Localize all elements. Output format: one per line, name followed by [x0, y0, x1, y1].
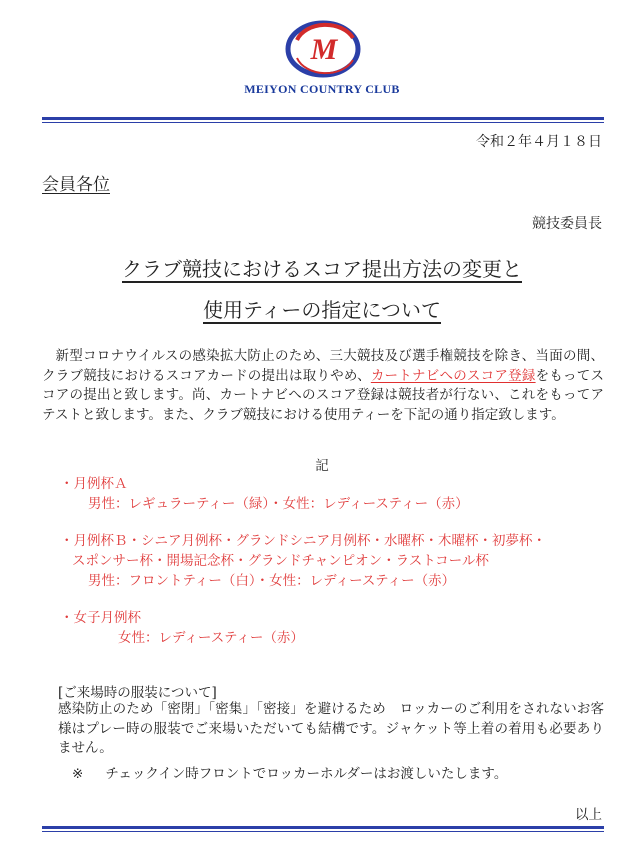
intro-paragraph [42, 347, 604, 425]
closing: 以上 [575, 807, 602, 823]
tee-group-tees: 女性：レディースティー（赤） [118, 630, 304, 646]
dress-note [72, 762, 507, 782]
title-line-1-text: クラブ競技におけるスコア提出方法の変更と [122, 257, 522, 281]
logo-letter: M [310, 33, 338, 66]
intro-part-1: 新型コロナウイルスの感染拡大防止のため、三大競技及び選手権競技を除き、当面の間、クラブ競技におけるスコアカードの提出は取りやめ、 [42, 348, 604, 384]
intro-part-2: をもってスコアの提出と致します。尚、カートナビへのスコア登録は競技者が行ない、これをもってアテストと致します。また、クラブ競技における使用ティーを下記の通り指定致します。 [42, 367, 605, 423]
tee-group [60, 608, 610, 648]
header-rule-thin [42, 122, 604, 123]
footer-rule-thin [42, 831, 604, 832]
tee-group [60, 531, 610, 591]
meiyon-m-logo-icon [283, 18, 365, 80]
tee-group-name: ・月例杯Ａ [60, 476, 128, 492]
dress-body: 感染防止のため「密閉」「密集」「密接」を避けるため ロッカーのご利用をされないお客様はプレー時の服装でご来場いただいても結構です。ジャケット等上着の着用も必要ありません。 [58, 701, 604, 756]
ki-mark: 記 [315, 458, 329, 474]
note-mark: ※ [72, 766, 84, 782]
club-name: MEIYON COUNTRY CLUB [244, 82, 400, 96]
tee-group-name: ・女子月例杯 [60, 610, 141, 626]
tee-group-tees: 男性：レギュラーティー（緑）・女性：レディースティー（赤） [88, 496, 469, 512]
sender: 競技委員長 [532, 216, 602, 232]
dress-heading: [ご来場時の服装について] [58, 685, 217, 701]
tee-group [60, 474, 610, 514]
addressee: 会員各位 [42, 175, 110, 195]
document-date: 令和２年４月１８日 [476, 134, 602, 150]
header-rule-thick [42, 117, 604, 120]
tee-group-name-cont: スポンサー杯・開場記念杯・グランドチャンピオン・ラストコール杯 [72, 553, 489, 569]
title-line-2 [0, 294, 644, 323]
tee-group-tees: 男性：フロントティー（白）・女性：レディースティー（赤） [88, 573, 456, 589]
title-line-1 [0, 253, 644, 282]
footer-rule-thick [42, 826, 604, 829]
note-text: チェックイン時フロントでロッカーホルダーはお渡しいたします。 [105, 766, 508, 782]
title-line-2-text: 使用ティーの指定について [203, 298, 441, 322]
intro-highlight: カートナビへのスコア登録 [370, 367, 536, 384]
tee-list [60, 474, 610, 648]
tee-group-name: ・月例杯Ｂ・シニア月例杯・グランドシニア月例杯・水曜杯・木曜杯・初夢杯・ [60, 533, 546, 549]
